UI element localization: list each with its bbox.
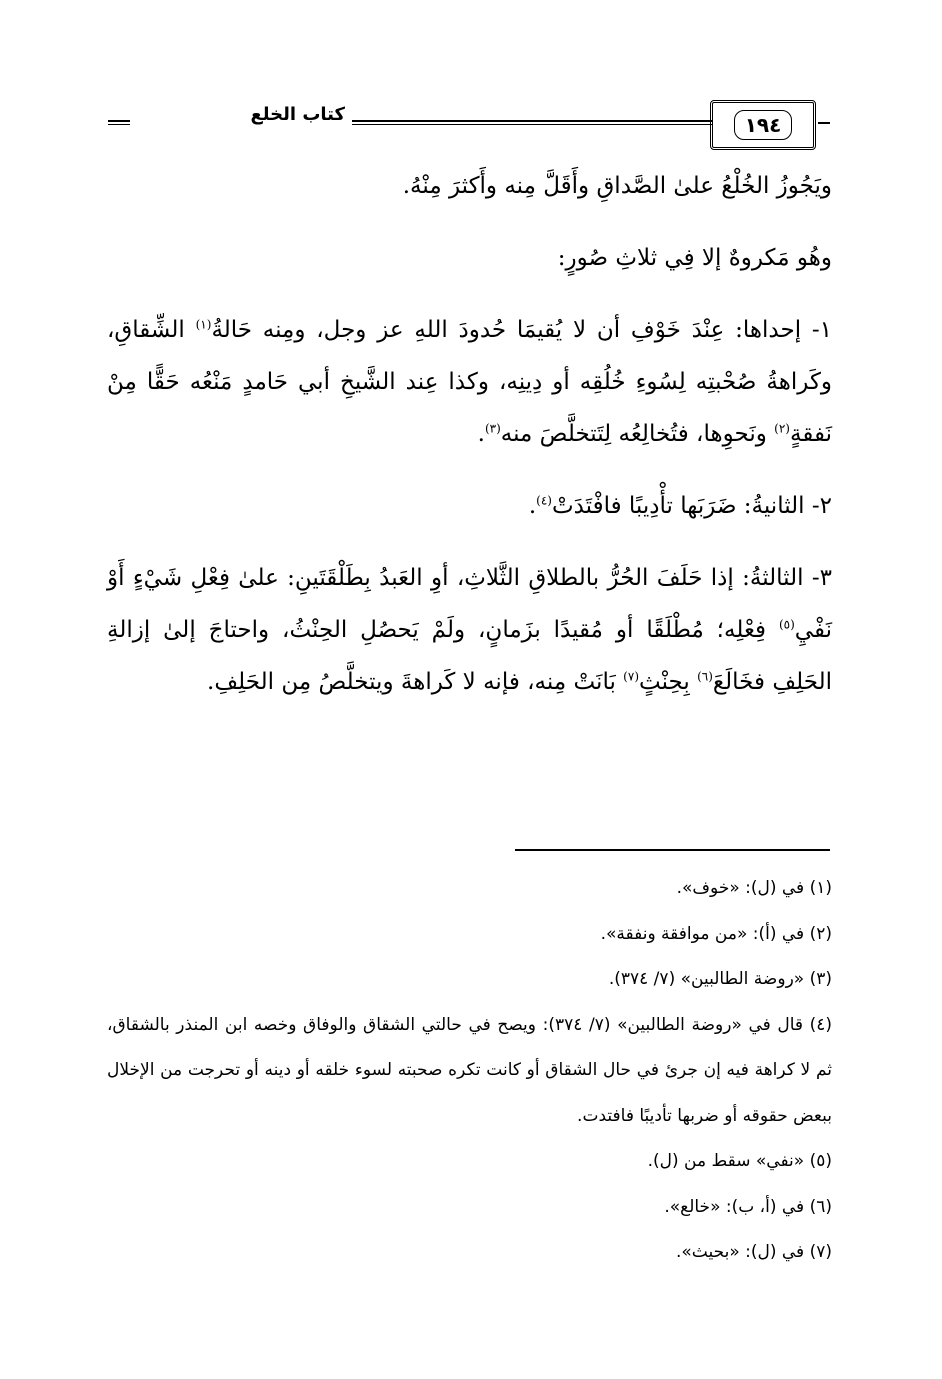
footnote-ref-7[interactable]: (٧): [623, 669, 639, 684]
paragraph-case-two: ٢- الثانيةُ: ضَرَبَها تأْدِيبًا فافْتَدَتْ$^{(٤)}$.: [528, 493, 832, 519]
footnotes: [107, 866, 832, 1276]
paragraph-case-one: ١- إحداها: عِنْدَ خَوْفِ أن لا يُقيمَا حُدودَ اللهِ عز وجل، ومِنه حَالةُ$^{(١)}$ الشِّقاقِ، وكَراهةُ صُحْبتِه لِسُوءِ خُلُقِه أو دِينِه، وكذا عِند الشَّيخِ أبي حَامدٍ مَنْعُه حَقًّا مِنْ نَفقةٍ$^{(٢)}$ ونَحوِها، فتُخالِعُه لِتَتخلَّصَ منه$^{(٣)}$.: [107, 317, 833, 447]
paragraph-case-three: ٣- الثالثةُ: إذا حَلَفَ الحُرُّ بالطلاقِ الثَّلاثِ، أوِ العَبدُ بِطَلْقَتَينِ: علىٰ فِعْلِ شَيْءٍ أَوْ نَفْيِ$^{(٥)}$ فِعْلِه؛ مُطْلَقًا أو مُقيدًا بزَمانٍ، ولَمْ يَحصُلِ الحِنْثُ، واحتاجَ إلىٰ إزالةِ الحَلِفِ فخَالَعَ$^{(٦)}$ بِحِنْثٍ$^{(٧)}$ بَانَتْ مِنه، فإنه لا كَراهةَ ويتخلَّصُ مِن الحَلِفِ.: [107, 565, 832, 695]
page-header: [80, 96, 830, 152]
running-title: كتاب الخلع: [250, 104, 345, 125]
footnote-6: (٦) في (أ، ب): «خالع».: [664, 1196, 832, 1217]
footnote-ref-2[interactable]: (٢): [774, 421, 790, 436]
footnote-ref-4[interactable]: (٤): [536, 493, 552, 508]
paragraph-permissibility: ويَجُوزُ الخُلْعُ علىٰ الصَّداقِ وأَقَلَّ مِنه وأَكثرَ مِنْهُ.: [402, 173, 832, 199]
page-number: ١٩٤: [734, 110, 793, 140]
footnote-separator: [515, 849, 830, 851]
header-rule-right: [818, 122, 830, 124]
footnote-1: (١) في (ل): «خوف».: [676, 878, 832, 898]
page-number-frame: [710, 100, 816, 150]
footnote-ref-3[interactable]: (٣): [484, 421, 501, 436]
footnote-3: (٣) «روضة الطالبين» (٧/ ٣٧٤).: [608, 969, 832, 989]
footnote-4: (٤) قال في «روضة الطالبين» (٧/ ٣٧٤): ويصح في حالتي الشقاق والوفاق وخصه ابن المنذر بالشقاق، ثم لا كراهة فيه إن جرئ في حال الشقاق أو كانت تكره صحبته لسوء خلقه أو دينه أو تحرجت من الإخلال ببعض حقوقه أو ضربها تأديبًا فافتدت.: [107, 1014, 833, 1126]
header-rule-middle: [352, 120, 712, 125]
paragraph-disliked-cases: وهُو مَكروهٌ إلا فِي ثلاثِ صُورٍ:: [557, 245, 832, 271]
main-text: [107, 160, 832, 708]
footnote-ref-5[interactable]: (٥): [778, 617, 795, 632]
footnote-ref-6[interactable]: (٦): [697, 669, 713, 684]
footnote-5: (٥) «نفي» سقط من (ل).: [647, 1151, 832, 1171]
header-rule-left: [108, 120, 130, 125]
footnote-7: (٧) في (ل): «بحيث».: [676, 1242, 832, 1262]
footnote-ref-1[interactable]: (١): [195, 317, 212, 332]
footnote-2: (٢) في (أ): «من موافقة ونفقة».: [600, 923, 832, 944]
